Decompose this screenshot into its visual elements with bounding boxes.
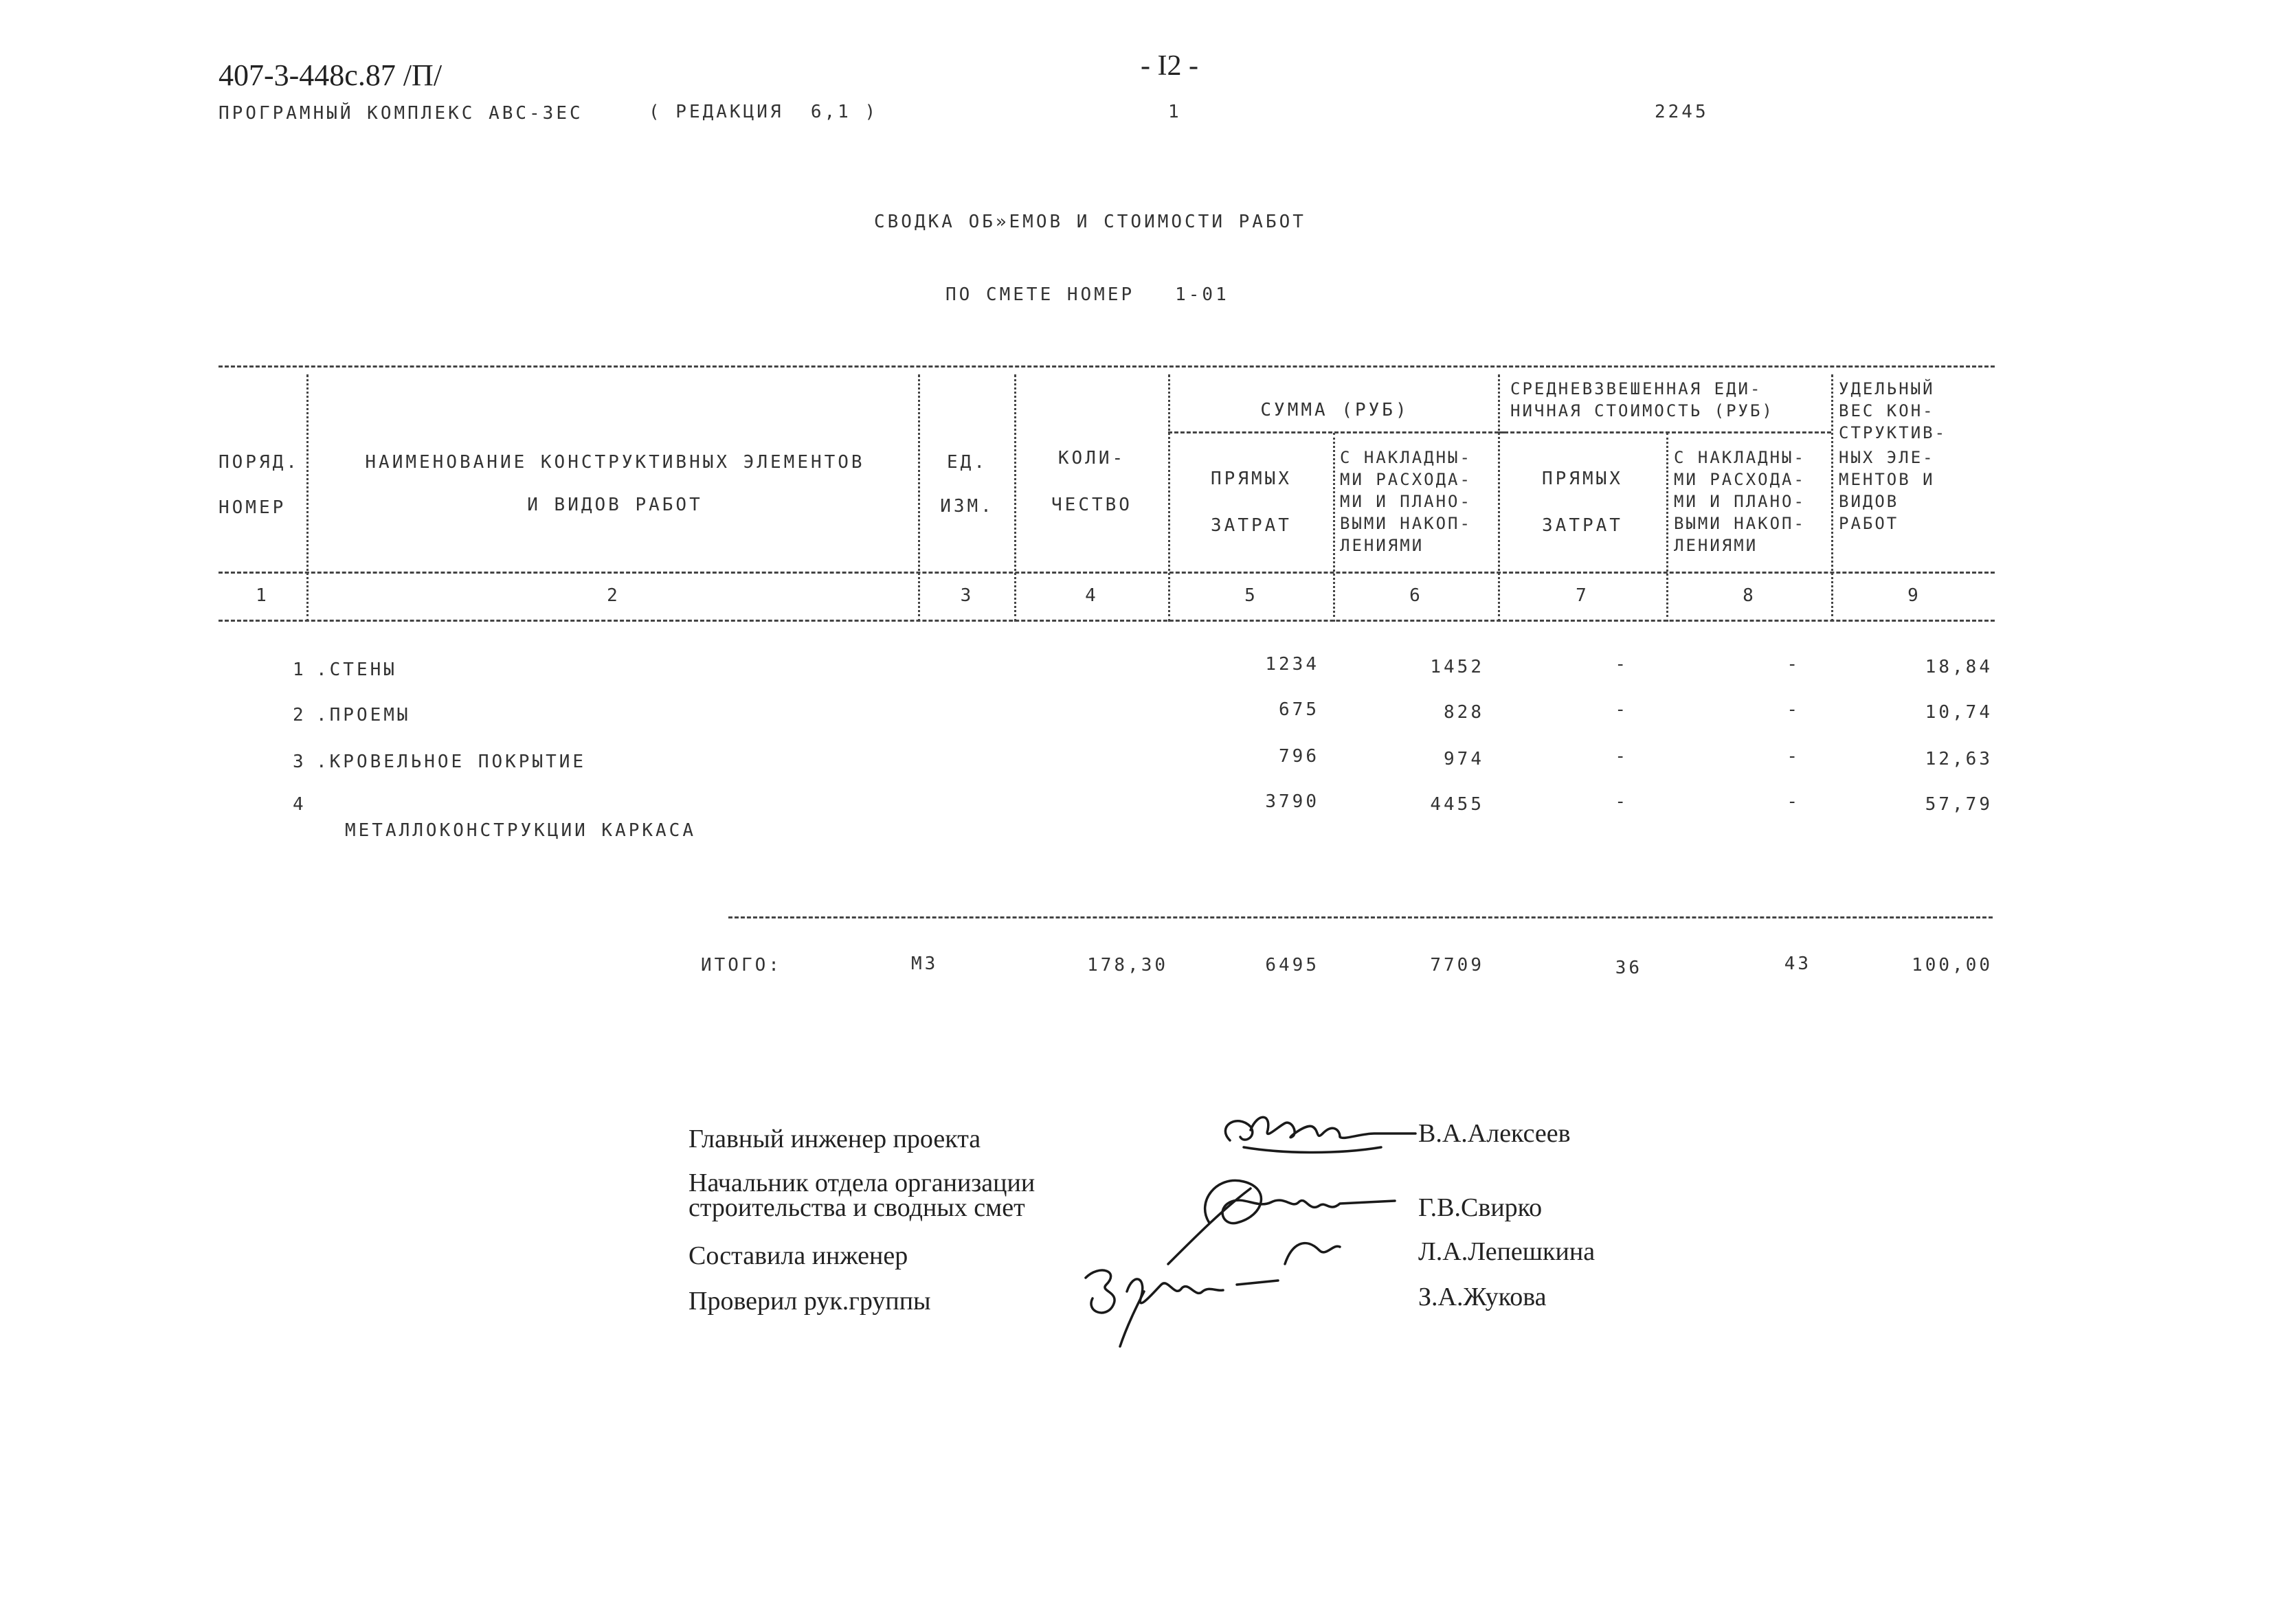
column-number: 3 xyxy=(960,585,974,606)
sum-group-header: СУММА (РУБ) xyxy=(1260,400,1409,420)
col5-header-l1: ПРЯМЫХ xyxy=(1211,469,1292,489)
col4-header-l1: КОЛИ- xyxy=(1057,448,1126,469)
row-number: 1 xyxy=(293,659,306,680)
avg-group-header-l2: НИЧНАЯ СТОИМОСТЬ (РУБ) xyxy=(1510,401,1774,420)
col6-header-l2: МИ РАСХОДА- xyxy=(1340,470,1472,489)
column-divider xyxy=(1666,433,1668,622)
row-direct: 1234 xyxy=(1265,654,1319,675)
col2-header-l1: НАИМЕНОВАНИЕ КОНСТРУКТИВНЫХ ЭЛЕМЕНТОВ xyxy=(365,452,865,473)
total-rule xyxy=(728,916,1993,918)
row-avg-overhead: - xyxy=(1787,791,1800,812)
signature-role: Проверил рук.группы xyxy=(688,1287,931,1316)
col9-header-l3: СТРУКТИВ- xyxy=(1839,423,1947,442)
column-number: 6 xyxy=(1409,585,1423,606)
row-overhead: 828 xyxy=(1444,702,1484,723)
column-number: 5 xyxy=(1244,585,1258,606)
signature-role: Начальник отдела организации строительства и сводных смет xyxy=(688,1169,1035,1222)
column-divider xyxy=(1333,433,1335,622)
col9-header-l6: ВИДОВ xyxy=(1839,492,1899,511)
total-share: 100,00 xyxy=(1912,955,1993,975)
column-number: 7 xyxy=(1576,585,1589,606)
col9-header-l5: МЕНТОВ И xyxy=(1839,470,1935,489)
col3-header-l1: ЕД. xyxy=(947,452,987,473)
row-share: 10,74 xyxy=(1925,702,1993,723)
row-name: .ПРОЕМЫ xyxy=(316,705,411,725)
column-divider xyxy=(1168,374,1170,622)
code-number: 2245 xyxy=(1655,102,1709,122)
col8-header-l3: МИ И ПЛАНО- xyxy=(1674,492,1806,511)
report-title: СВОДКА ОБ»ЕМОВ И СТОИМОСТИ РАБОТ xyxy=(874,212,1306,232)
row-number: 4 xyxy=(293,794,306,815)
column-number: 4 xyxy=(1085,585,1099,606)
row-avg-overhead: - xyxy=(1787,654,1800,675)
column-number: 8 xyxy=(1743,585,1756,606)
total-overhead: 7709 xyxy=(1430,955,1484,975)
total-unit: М3 xyxy=(911,954,939,974)
page-number: - I2 - xyxy=(1141,50,1198,82)
row-number: 2 xyxy=(293,705,306,725)
numbers-bottom-rule xyxy=(219,620,1995,622)
signature-name: Л.А.Лепешкина xyxy=(1418,1237,1596,1266)
row-direct: 3790 xyxy=(1265,791,1319,812)
col7-header-l2: ЗАТРАТ xyxy=(1542,515,1623,536)
row-avg-direct: - xyxy=(1615,699,1628,720)
col8-header-l1: С НАКЛАДНЫ- xyxy=(1674,448,1806,467)
row-name: МЕТАЛЛОКОНСТРУКЦИИ КАРКАСА xyxy=(345,820,696,841)
document-code: 407-3-448с.87 /П/ xyxy=(219,58,443,92)
row-avg-direct: - xyxy=(1615,746,1628,767)
program-name: ПРОГРАМНЫЙ КОМПЛЕКС АВС-3ЕС xyxy=(219,103,583,124)
row-share: 57,79 xyxy=(1925,794,1993,815)
row-share: 18,84 xyxy=(1925,657,1993,677)
col9-header-l4: НЫХ ЭЛЕ- xyxy=(1839,448,1935,467)
col2-header-l2: И ВИДОВ РАБОТ xyxy=(527,495,703,515)
col8-header-l2: МИ РАСХОДА- xyxy=(1674,470,1806,489)
avg-group-rule xyxy=(1498,431,1831,433)
col9-header-l1: УДЕЛЬНЫЙ xyxy=(1839,379,1935,398)
col8-header-l5: ЛЕНИЯМИ xyxy=(1674,536,1758,555)
signature-role: Главный инженер проекта xyxy=(688,1125,981,1153)
total-avg-overhead: 43 xyxy=(1784,954,1811,974)
header-bottom-rule xyxy=(219,572,1995,574)
signature-name: Г.В.Свирко xyxy=(1418,1193,1543,1222)
total-quantity: 178,30 xyxy=(1087,955,1168,975)
sheet-number: 1 xyxy=(1168,102,1182,122)
column-divider xyxy=(918,374,920,622)
row-name: .КРОВЕЛЬНОЕ ПОКРЫТИЕ xyxy=(316,752,587,772)
signature-alekseev xyxy=(1202,1099,1422,1161)
row-overhead: 4455 xyxy=(1430,794,1484,815)
row-avg-direct: - xyxy=(1615,654,1628,675)
col1-header-l1: ПОРЯД. xyxy=(219,452,300,473)
row-number: 3 xyxy=(293,752,306,772)
col6-header-l1: С НАКЛАДНЫ- xyxy=(1340,448,1472,467)
total-label: ИТОГО: xyxy=(701,955,782,975)
col6-header-l4: ВЫМИ НАКОП- xyxy=(1340,514,1472,533)
col9-header-l2: ВЕС КОН- xyxy=(1839,401,1935,420)
col8-header-l4: ВЫМИ НАКОП- xyxy=(1674,514,1806,533)
column-divider xyxy=(306,374,309,622)
col5-header-l2: ЗАТРАТ xyxy=(1211,515,1292,536)
col4-header-l2: ЧЕСТВО xyxy=(1051,495,1132,515)
column-divider xyxy=(1014,374,1016,622)
table-top-rule xyxy=(219,365,1995,368)
row-avg-overhead: - xyxy=(1787,746,1800,767)
column-divider xyxy=(1498,374,1500,622)
row-avg-overhead: - xyxy=(1787,699,1800,720)
row-overhead: 1452 xyxy=(1430,657,1484,677)
column-number: 9 xyxy=(1907,585,1921,606)
program-edition: ( РЕДАКЦИЯ 6,1 ) xyxy=(649,102,879,122)
column-divider xyxy=(1831,374,1833,622)
col7-header-l1: ПРЯМЫХ xyxy=(1542,469,1623,489)
row-share: 12,63 xyxy=(1925,749,1993,769)
column-number: 1 xyxy=(256,585,269,606)
row-direct: 796 xyxy=(1279,746,1319,767)
column-number: 2 xyxy=(607,585,620,606)
row-overhead: 974 xyxy=(1444,749,1484,769)
col6-header-l3: МИ И ПЛАНО- xyxy=(1340,492,1472,511)
col9-header-l7: РАБОТ xyxy=(1839,514,1899,533)
col1-header-l2: НОМЕР xyxy=(219,497,287,518)
total-direct: 6495 xyxy=(1265,955,1319,975)
col6-header-l5: ЛЕНИЯМИ xyxy=(1340,536,1424,555)
row-direct: 675 xyxy=(1279,699,1319,720)
col3-header-l2: ИЗМ. xyxy=(940,496,994,517)
report-subtitle: ПО СМЕТЕ НОМЕР 1-01 xyxy=(945,284,1229,305)
signature-name: З.А.Жукова xyxy=(1418,1283,1547,1311)
row-name: .СТЕНЫ xyxy=(316,659,397,680)
avg-group-header-l1: СРЕДНЕВЗВЕШЕННАЯ ЕДИ- xyxy=(1510,379,1762,398)
row-avg-direct: - xyxy=(1615,791,1628,812)
signature-role: Составила инженер xyxy=(688,1241,908,1270)
total-avg-direct: 36 xyxy=(1615,958,1642,978)
signature-name: В.А.Алексеев xyxy=(1418,1119,1571,1148)
signature-zhukova xyxy=(1072,1250,1292,1353)
sum-group-rule xyxy=(1168,431,1505,433)
